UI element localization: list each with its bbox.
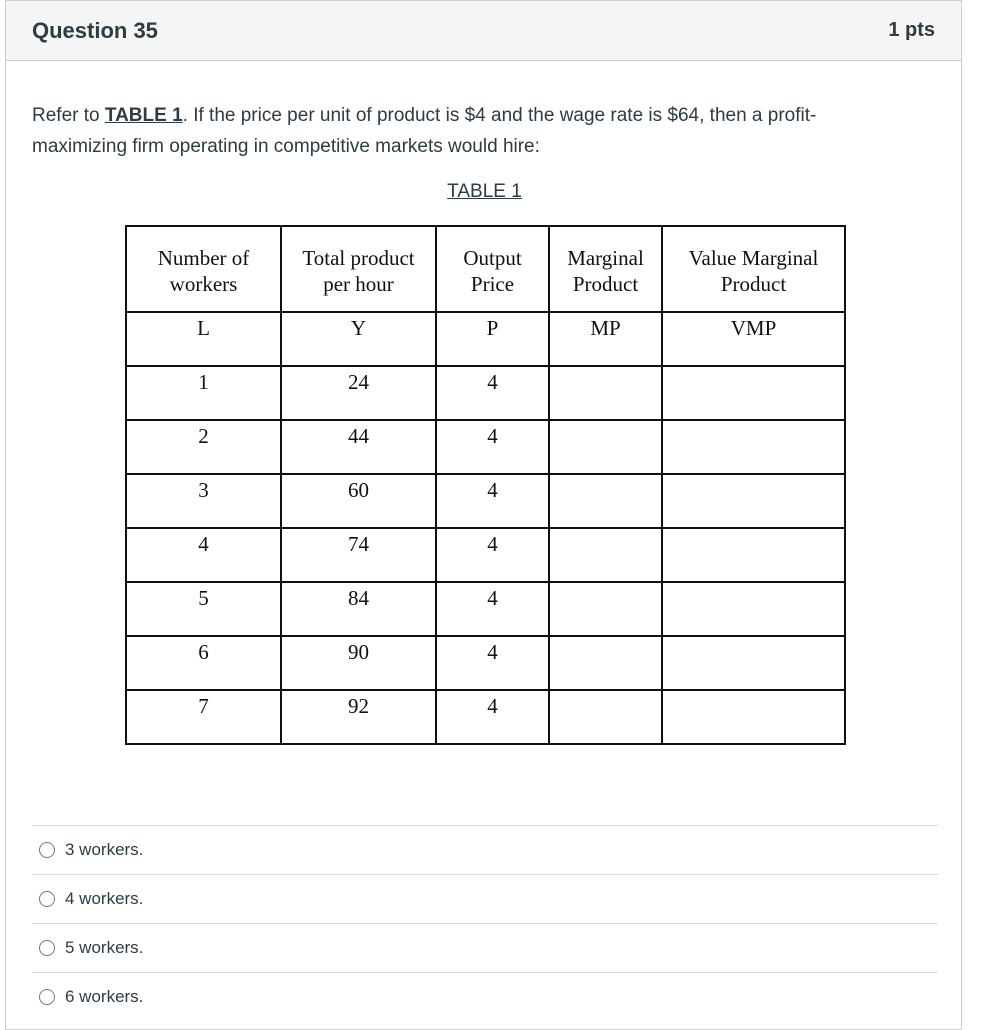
table-cell: 6 xyxy=(126,636,281,690)
production-table xyxy=(125,225,846,745)
header-cell xyxy=(662,226,845,312)
header-cell xyxy=(281,226,436,312)
table-cell: 60 xyxy=(281,474,436,528)
header-cell xyxy=(126,226,281,312)
header-line: Product xyxy=(720,272,787,296)
radio-button[interactable] xyxy=(39,989,55,1005)
table-cell xyxy=(549,474,662,528)
symbol-cell: P xyxy=(436,312,549,366)
table-cell: 4 xyxy=(436,690,549,744)
table-cell xyxy=(549,420,662,474)
header-line: Product xyxy=(572,272,639,296)
table-cell: 84 xyxy=(281,582,436,636)
table-cell: 4 xyxy=(126,528,281,582)
radio-button[interactable] xyxy=(39,842,55,858)
answer-list xyxy=(32,825,938,1021)
table-cell xyxy=(662,582,845,636)
table-cell: 24 xyxy=(281,366,436,420)
question-points: 1 pts xyxy=(888,19,935,41)
answer-label: 4 workers. xyxy=(65,889,144,908)
symbol-cell: L xyxy=(126,312,281,366)
question-text-before: Refer to xyxy=(32,105,105,126)
table-row xyxy=(126,528,845,582)
header-line: Output xyxy=(463,246,522,270)
table-cell xyxy=(662,690,845,744)
symbol-cell: VMP xyxy=(662,312,845,366)
radio-button[interactable] xyxy=(39,940,55,956)
table-cell xyxy=(549,582,662,636)
symbol-cell: Y xyxy=(281,312,436,366)
header-line: Marginal xyxy=(567,246,644,270)
answer-option[interactable] xyxy=(32,825,938,874)
table-cell: 4 xyxy=(436,528,549,582)
answer-option[interactable] xyxy=(32,923,938,972)
table-cell: 4 xyxy=(436,474,549,528)
table-body xyxy=(126,366,845,744)
header-line: workers xyxy=(169,272,238,296)
table-cell xyxy=(549,690,662,744)
answer-label: 5 workers. xyxy=(65,938,144,957)
answer-label: 3 workers. xyxy=(65,840,144,859)
header-line: per hour xyxy=(323,272,394,296)
question-text-after: . If the price per unit of product is $4 and the wage rate is $64, then a profit-maximizing firm operating in competitive markets would hire: xyxy=(32,105,817,157)
table-cell xyxy=(662,528,845,582)
table-cell: 44 xyxy=(281,420,436,474)
table-cell xyxy=(549,636,662,690)
header-line: Price xyxy=(470,272,515,296)
table-row xyxy=(126,474,845,528)
header-line: Value Marginal xyxy=(688,246,819,270)
table-cell xyxy=(549,366,662,420)
header-cell xyxy=(436,226,549,312)
answer-label: 6 workers. xyxy=(65,987,144,1006)
answer-option[interactable] xyxy=(32,972,938,1021)
table-row xyxy=(126,582,845,636)
table-cell: 7 xyxy=(126,690,281,744)
table-row xyxy=(126,690,845,744)
symbol-cell: MP xyxy=(549,312,662,366)
header-cell xyxy=(549,226,662,312)
table-cell xyxy=(662,636,845,690)
table-cell: 92 xyxy=(281,690,436,744)
table-cell: 74 xyxy=(281,528,436,582)
table-cell: 3 xyxy=(126,474,281,528)
table-cell: 2 xyxy=(126,420,281,474)
table-caption: TABLE 1 xyxy=(447,181,522,202)
table-cell: 90 xyxy=(281,636,436,690)
table-row xyxy=(126,366,845,420)
header-line: Total product xyxy=(302,246,415,270)
table-cell xyxy=(662,474,845,528)
table-symbol-row xyxy=(126,312,845,366)
table-header-row xyxy=(126,226,845,312)
question-title: Question 35 xyxy=(32,17,158,43)
table-cell xyxy=(549,528,662,582)
table-cell: 4 xyxy=(436,366,549,420)
table-cell: 5 xyxy=(126,582,281,636)
question-header xyxy=(6,1,961,61)
table-cell: 4 xyxy=(436,582,549,636)
question-card xyxy=(5,0,962,1030)
table-cell: 4 xyxy=(436,420,549,474)
table-row xyxy=(126,636,845,690)
table-row xyxy=(126,420,845,474)
question-text xyxy=(32,100,902,162)
table-cell: 4 xyxy=(436,636,549,690)
table-cell: 1 xyxy=(126,366,281,420)
table-cell xyxy=(662,420,845,474)
answer-option[interactable] xyxy=(32,874,938,923)
table-reference-link: TABLE 1 xyxy=(104,105,183,126)
radio-button[interactable] xyxy=(39,891,55,907)
header-line: Number of xyxy=(157,246,250,270)
table-cell xyxy=(662,366,845,420)
